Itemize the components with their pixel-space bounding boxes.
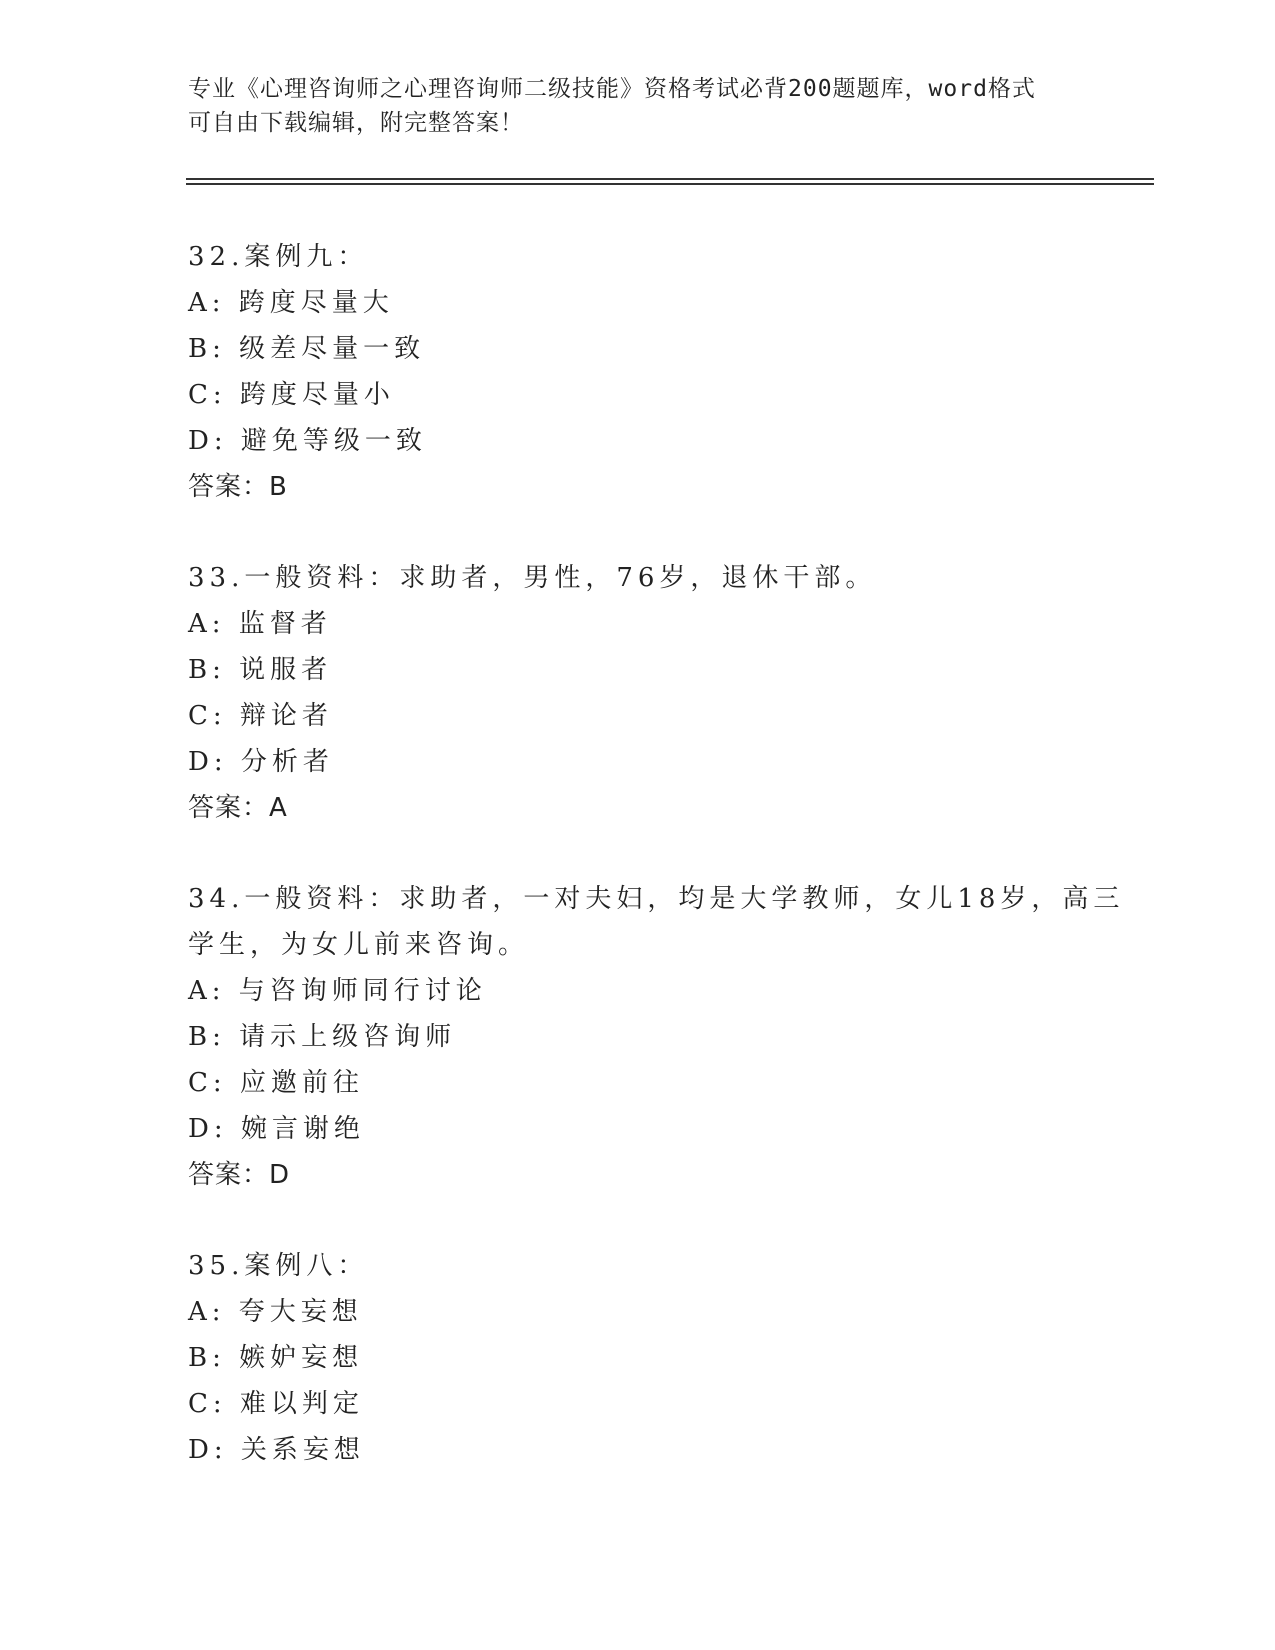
answer-option: B: 说服者 xyxy=(188,655,333,685)
question-stem: 学生，为女儿前来咨询。 xyxy=(188,930,530,960)
answer-option: C: 跨度尽量小 xyxy=(188,380,395,410)
question-stem: 34.一般资料：求助者，一对夫妇，均是大学教师，女儿18岁，高三 xyxy=(188,884,1125,914)
question-list xyxy=(188,234,1125,1518)
answer-option: B: 级差尽量一致 xyxy=(188,334,426,364)
question-stem: 35.案例八： xyxy=(188,1251,369,1281)
answer-option: B: 请示上级咨询师 xyxy=(188,1022,457,1052)
answer-option: C: 辩论者 xyxy=(188,701,333,731)
answer-option: A: 跨度尽量大 xyxy=(188,288,394,318)
answer-option: A: 夸大妄想 xyxy=(188,1297,363,1327)
answer-option: D: 关系妄想 xyxy=(188,1435,365,1465)
answer-option: D: 分析者 xyxy=(188,747,334,777)
answer-option: A: 与咨询师同行讨论 xyxy=(188,976,487,1006)
answer-key: 答案：A xyxy=(188,793,288,823)
answer-option: C: 应邀前往 xyxy=(188,1068,364,1098)
answer-option: D: 婉言谢绝 xyxy=(188,1114,365,1144)
question-block xyxy=(188,876,1125,1198)
answer-option: A: 监督者 xyxy=(188,609,332,639)
question-block xyxy=(188,234,1088,510)
header-line-1: 专业《心理咨询师之心理咨询师二级技能》资格考试必背200题题库，word格式 xyxy=(188,76,1036,102)
header-rule-top xyxy=(186,178,1154,180)
document-header xyxy=(188,72,1088,140)
question-stem: 32.案例九： xyxy=(188,242,369,272)
answer-key: 答案：B xyxy=(188,472,288,502)
answer-option: C: 难以判定 xyxy=(188,1389,364,1419)
question-block xyxy=(188,1243,1088,1473)
header-rule-bottom xyxy=(186,183,1154,185)
header-line-2: 可自由下载编辑，附完整答案！ xyxy=(188,110,524,136)
answer-option: B: 嫉妒妄想 xyxy=(188,1343,364,1373)
answer-key: 答案：D xyxy=(188,1160,291,1190)
question-block xyxy=(188,555,1088,831)
answer-option: D: 避免等级一致 xyxy=(188,426,427,456)
question-stem: 33.一般资料：求助者，男性，76岁，退休干部。 xyxy=(188,563,877,593)
